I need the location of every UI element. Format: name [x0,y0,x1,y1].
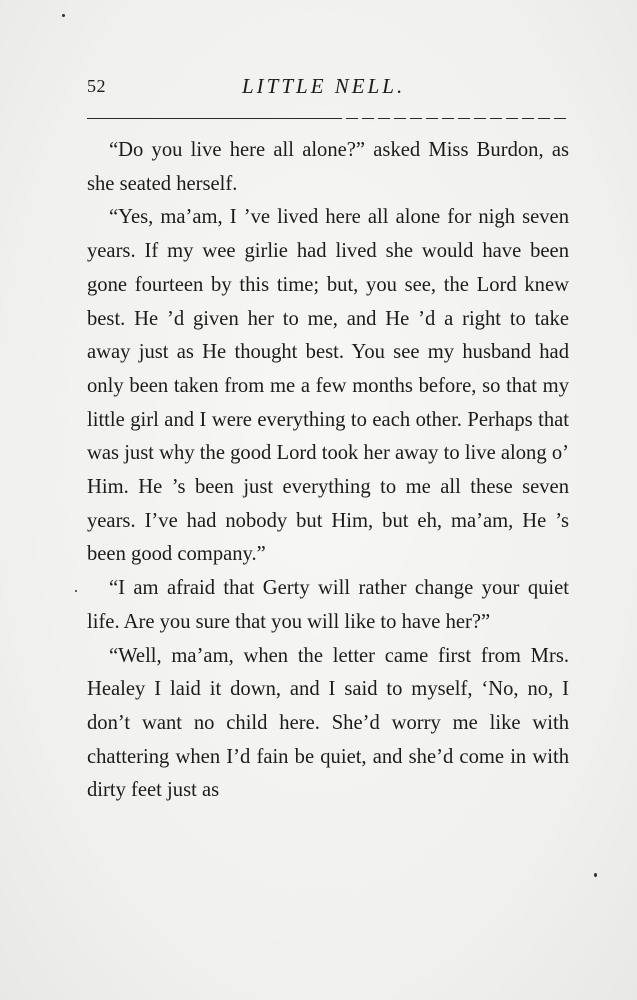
paragraph: “Do you live here all alone?” asked Miss Burdon, as she seated herself. [87,139,569,195]
header-rule-wear [330,116,570,120]
paragraph: “I am afraid that Gerty will rather change your quiet life. Are you sure that you will like to have her?” [87,577,569,633]
ink-speck [75,590,77,592]
ink-speck [594,873,597,877]
paragraph: “Well, ma’am, when the letter came first from Mrs. Healey I laid it down, and I said to myself, ‘No, no, I don’t want no child here. She’d worry me like with chattering when I’d fain be quiet, and she’d come in with dirty feet just as [87,644,569,802]
page-header [87,76,569,104]
body-text [87,134,569,808]
running-head: LITTLE NELL. [242,74,406,98]
paragraph: “Yes, ma’am, I ’ve lived here all alone for nigh seven years. If my wee girlie had lived she would have been gone fourteen by this time; but, you see, the Lord knew best. He ’d given her to me, and He ’d a right to take away just as He thought best. You see my husband had only been taken from me a few months before, so that my little girl and I were everything to each other. Perhaps that was just why the good Lord took her away to live along o’ Him. He ’s been just everything to me all these seven years. I’ve had nobody but Him, but eh, ma’am, He ’s been good company.” [87,206,569,566]
page-number: 52 [87,76,106,96]
ink-speck [62,14,65,17]
